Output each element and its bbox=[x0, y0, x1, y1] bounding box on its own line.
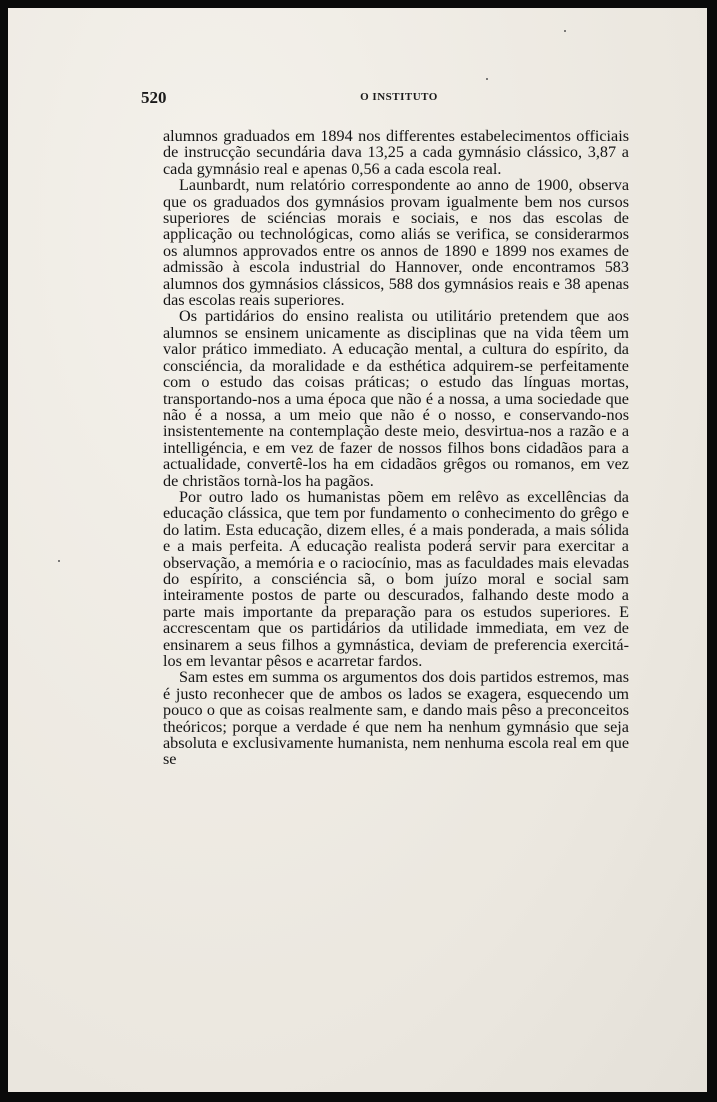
paper-speck bbox=[486, 78, 488, 80]
paper-speck bbox=[58, 560, 60, 562]
page-number: 520 bbox=[141, 88, 167, 107]
paragraph: Por outro lado os humanistas põem em relêvo as excellências da educação clássica, que tem por fundamento o conhecimento do grêgo e do latim. Esta educação, dizem elles, é a mais ponderada, a mais sólida e a mais perfeita. A educação realista poderá servir para exercitar a observação, a memória e o raciocínio, mas as faculdades mais elevadas do espírito, a consciéncia sã, o bom juízo moral e social sam inteiramente postos de parte ou descurados, falhando deste modo a parte mais importante da preparação para os estudos superiores. E accrescentam que os partidários da utilidade immediata, em vez de ensinarem a seus filhos a gymnástica, deviam de preferencia exercitá-los em levantar pêsos e acarretar fardos. bbox=[163, 487, 629, 670]
paper-speck bbox=[564, 30, 566, 32]
paragraph: Sam estes em summa os argumentos dos dois partidos estremos, mas é justo reconhecer que de ambos os lados se exagera, esquecendo um pouco o que as coisas realmente sam, e dando mais pêso a preconceitos theóricos; porque a verdade é que nem ha nenhum gymnásio que seja absoluta e exclusivamente humanista, nem nenhuma escola real em que se bbox=[163, 668, 629, 769]
body-text bbox=[163, 128, 629, 768]
paragraph: Launbardt, num relatório correspondente ao anno de 1900, observa que os graduados dos gymnásios provam igualmente bem nos cursos superiores de sciéncias morais e sociais, e nos das escolas de applicação ou technológicas, como aliás se verifica, se considerarmos os alumnos approvados entre os annos de 1890 e 1899 nos exames de admissão à escola industrial do Hannover, onde encontramos 583 alumnos dos gymnásios clássicos, 588 dos gymnásios reais e 38 apenas das escolas reais superiores. bbox=[163, 176, 629, 310]
paragraph: Os partidários do ensino realista ou utilitário pretendem que aos alumnos se ensinem unicamente as disciplinas que na vida têem um valor prático immediato. A educação mental, a cultura do espírito, da consciéncia, da moralidade e da esthética adquirem-se perfeitamente com o estudo das coisas práticas; o estudo das línguas mortas, transportando-nos a uma época que não é a nossa, a uma sociedade que não é a nossa, a um meio que não é o nosso, e conservando-nos insistentemente na contemplação deste meio, desvirtua-nos a razão e a intelligéncia, e em vez de fazer de nossos filhos bons cidadãos para a actualidade, convertê-los ha em cidadãos grêgos ou romanos, em vez de christãos tornà-los ha pagãos. bbox=[163, 307, 629, 490]
page-header bbox=[141, 88, 657, 108]
paragraph: alumnos graduados em 1894 nos differentes estabelecimentos officiais de instrucção secundária dava 13,25 a cada gymnásio clássico, 3,87 a cada gymnásio real e apenas 0,56 a cada escola real. bbox=[163, 127, 629, 178]
running-title: O INSTITUTO bbox=[360, 91, 438, 103]
